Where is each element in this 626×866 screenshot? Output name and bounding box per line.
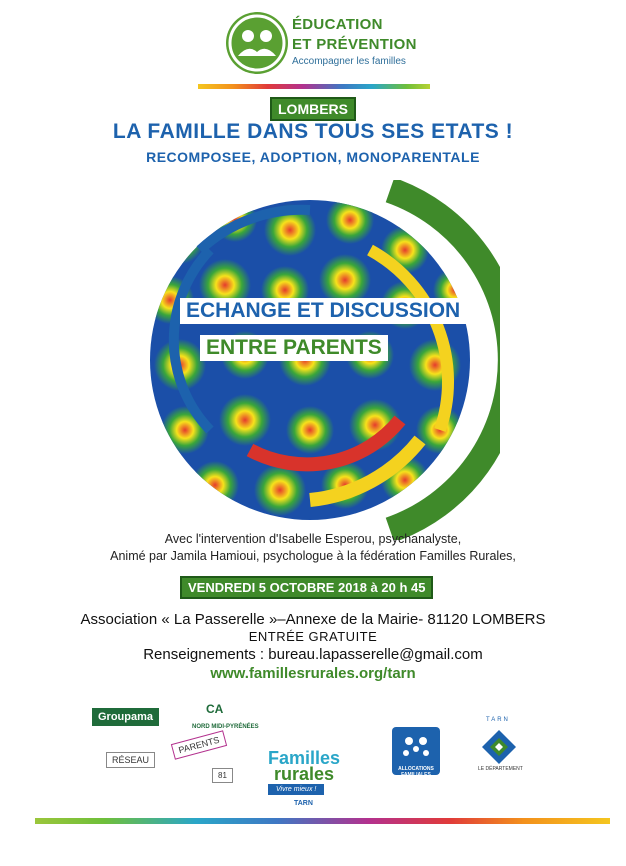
familles-rurales-slogan: Vivre mieux ! [268, 784, 324, 795]
logo-tagline: Accompagner les familles [292, 56, 406, 67]
logo-title-line1: ÉDUCATION [292, 16, 383, 33]
familles-rurales-logo-line1: Familles [268, 748, 341, 768]
poster-title: LA FAMILLE DANS TOUS SES ETATS ! [112, 120, 514, 143]
association-address: Association « La Passerelle »–Annexe de la Mairie- 81120 LOMBERS [80, 611, 546, 628]
website-link[interactable]: www.famillesrurales.org/tarn [210, 665, 416, 682]
banner-line-1: ECHANGE ET DISCUSSION [180, 298, 466, 324]
banner-line-2: ENTRE PARENTS [200, 335, 388, 361]
bottom-rainbow-divider [35, 818, 610, 824]
entry-free: ENTRÉE GRATUITE [248, 629, 378, 644]
intervention-line-2: Animé par Jamila Hamioui, psychologue à la fédération Familles Rurales, [110, 549, 516, 563]
poster-subtitle: RECOMPOSEE, ADOPTION, MONOPARENTALE [146, 149, 480, 165]
top-rainbow-divider [198, 84, 430, 89]
contact-info: Renseignements : bureau.lapasserelle@gmail.com [143, 646, 483, 663]
education-prevention-logo-icon [226, 12, 288, 74]
departement-logo-text: LE DÉPARTEMENT [478, 766, 523, 772]
groupama-logo: Groupama [92, 708, 159, 726]
logo-title-line2: ET PRÉVENTION [292, 36, 417, 53]
credit-agricole-logo: CA [206, 702, 224, 716]
reseau-parents-logo-parents: PARENTS [171, 730, 227, 759]
reseau-parents-logo-81: 81 [212, 768, 233, 783]
familles-rurales-tarn: TARN [294, 800, 313, 807]
credit-agricole-region: NORD MIDI-PYRÉNÉES [192, 724, 259, 730]
intervention-line-1: Avec l'intervention d'Isabelle Esperou, psychanalyste, [164, 532, 462, 546]
familles-rurales-logo-line2: rurales [274, 764, 335, 784]
event-date-badge: VENDREDI 5 OCTOBRE 2018 à 20 h 45 [180, 576, 433, 599]
departement-logo-icon [480, 728, 518, 771]
reseau-parents-logo-reseau: RÉSEAU [106, 752, 155, 768]
departement-tarn-label: TARN [486, 717, 510, 723]
caf-logo-text: ALLOCATIONS FAMILIALES [398, 766, 434, 778]
location-badge: LOMBERS [270, 97, 356, 121]
